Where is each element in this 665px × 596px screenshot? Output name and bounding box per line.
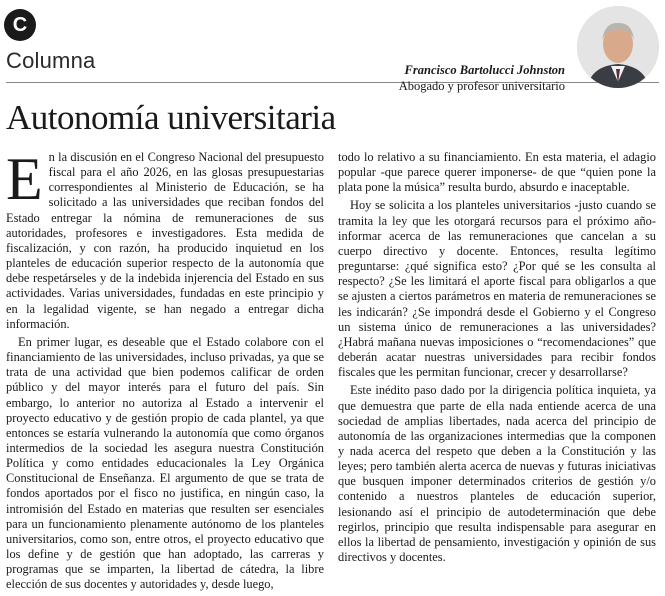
author-photo xyxy=(577,6,659,88)
article-paragraph: todo lo relativo a su financiamiento. En esta materia, el adagio popular -que parece querer imponerse- de que “quien pone la plata pone la música” resulta burdo, absurdo e inaceptable. xyxy=(338,150,656,195)
article-paragraph: Hoy se solicita a los planteles universitarios -justo cuando se tramita la ley que les otorgará recursos para el próximo año- informar acerca de las remuneraciones que cancelan a su cuerpo directivo y docente. Entonces, resulta legítimo preguntarse: ¿qué significa esto? ¿Por qué se les consulta al respecto? ¿Se les limitará el aporte fiscal para obligarlos a que se ajusten a ciertos parámetros en materia de remuneraciones se les indicarán? ¿Se impondrá desde el Gobierno y el Congreso un sistema único de remuneraciones a las universidades? ¿Habrá mañana nuevas imposiciones o “recomendaciones” que deberán acatar nuestras universidades para recibir fondos fiscales que les permitan funcionar, crecer y desarrollarse? xyxy=(338,198,656,380)
article-headline: Autonomía universitaria xyxy=(6,98,336,137)
article-paragraph: En la discusión en el Congreso Nacional del presupuesto fiscal para el año 2026, en las glosas presupuestarias correspondientes al Ministerio de Educación, se ha solicitado a las universidades que reciban fondos del Estado entregar la nómina de remuneraciones de sus autoridades, profesores e investigadores. Esta medida de fiscalización, y con razón, ha producido inquietud en los planteles de educación superior respecto de la autonomía que debe respetárseles y de la indebida injerencia del Estado en sus actividades. Varias universidades, fundadas en este principio y en la legalidad vigente, se han negado a entregar dicha información. xyxy=(6,146,324,331)
drop-cap: E xyxy=(6,146,43,212)
article-paragraph: Este inédito paso dado por la dirigencia política inquieta, ya que demuestra que parte de ella nada entiende acerca de una sociedad de amplias libertades, nada acerca del principio de autonomía de las organizaciones intermedias que la componen y nada acerca del respeto que deben a la Constitución y las leyes; pero también alerta acerca de nuevas y futuras iniciativas que busquen imponer determinados criterios de gestión y/o contenido a nuestros planteles de educación superior, lesionando así el principio de autodeterminación que debe regirlos, principio que resulta indispensable para asegurar en ellos la libertad de pensamiento, investigación y opinión de sus directivos y docentes. xyxy=(338,383,656,565)
section-label: Columna xyxy=(6,48,96,73)
section-badge: C xyxy=(4,9,36,41)
article-column-2 xyxy=(338,150,656,568)
article-paragraph: En primer lugar, es deseable que el Estado colabore con el financiamiento de las universidades, incluso privadas, ya que se trata de una actividad que bien podemos calificar de orden público y del mayor interés para el futuro del país. Sin embargo, lo anterior no autoriza al Estado a intervenir el proyecto educativo y de gestión propio de cada plantel, ya que entonces se estaría vulnerando la autonomía que como órganos intermedios de la sociedad les asegura nuestra Constitución Política y como entidades educacionales la Ley Orgánica Constitucional de Enseñanza. El argumento de que se trata de fondos aportados por el fisco no justifica, en ningún caso, la intromisión del Estado en materias que resulten ser esenciales para un funcionamiento plenamente autónomo de los planteles universitarios, como son, entre otros, el proyecto educativo que los define y de gestión que han adoptado, las carreras y programas que se imparten, la libertad de cátedra, la libre elección de sus docentes y autoridades y, desde luego, xyxy=(6,334,324,592)
author-name: Francisco Bartolucci Johnston xyxy=(404,63,565,77)
author-byline xyxy=(399,62,565,94)
article-column-1 xyxy=(6,146,324,596)
author-title: Abogado y profesor universitario xyxy=(398,79,565,93)
